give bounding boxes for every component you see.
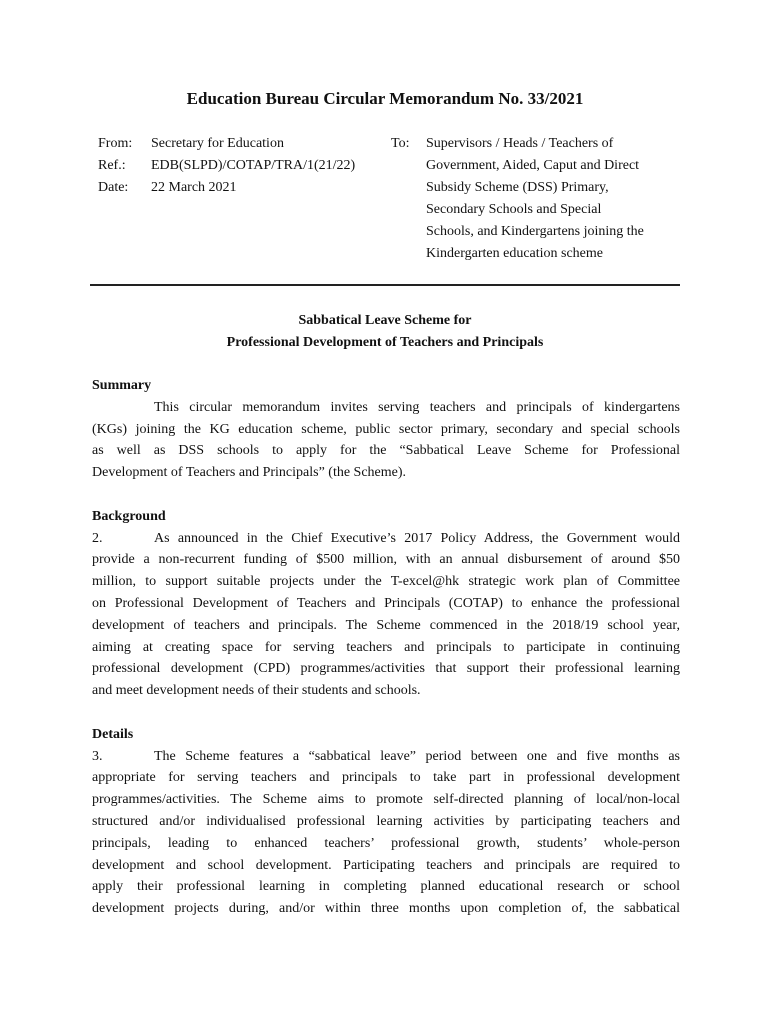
details-line: programmes/activities. The Scheme aims to promote self-directed planning of local/non-local: [92, 792, 680, 808]
to-label: To:: [391, 136, 410, 151]
background-line: As announced in the Chief Executive’s 2017 Policy Address, the Government would: [154, 530, 680, 546]
summary-line: Development of Teachers and Principals” (the Scheme).: [92, 465, 407, 481]
details-line: development projects during, and/or within three months upon completion of, the sabbatical: [92, 901, 680, 917]
details-line: apply their professional learning in completing planned educational research or school: [92, 879, 680, 895]
details-line: principals, leading to enhanced teachers’ professional growth, students’ whole-person: [92, 835, 680, 851]
recipients-list: [426, 133, 644, 265]
ref-label: Ref.:: [98, 158, 126, 173]
summary-line: as well as DSS schools to apply for the “Sabbatical Leave Scheme for Professional: [92, 443, 680, 459]
background-line: aiming at creating space for serving teachers and principals to participate in continuing: [92, 639, 680, 655]
subject-heading: [0, 310, 770, 354]
recipient-line: Schools, and Kindergartens joining the: [426, 224, 644, 239]
recipient-line: Supervisors / Heads / Teachers of: [426, 136, 614, 151]
subject-line-1: Sabbatical Leave Scheme for: [298, 313, 472, 328]
summary-heading: Summary: [92, 378, 152, 393]
ref-row: [98, 155, 355, 177]
background-first-line: [92, 528, 680, 550]
summary-line: This circular memorandum invites serving teachers and principals of kindergartens: [154, 399, 680, 415]
recipients-block: [391, 133, 644, 265]
background-line: and meet development needs of their students and schools.: [92, 683, 421, 699]
from-value: Secretary for Education: [151, 136, 284, 151]
paragraph-number: 3.: [92, 748, 103, 764]
recipient-line: Government, Aided, Caput and Direct: [426, 158, 640, 173]
background-line: million, to support suitable projects under the T-excel@hk strategic work plan of Committee: [92, 574, 680, 590]
background-heading: Background: [92, 508, 166, 524]
background-line: professional development (CPD) programmes/activities that support their professional learning: [92, 661, 680, 677]
circular-title: Education Bureau Circular Memorandum No. 33/2021: [186, 89, 584, 108]
details-line: development and school development. Participating teachers and principals are required to: [92, 857, 680, 873]
recipient-line: Subsidy Scheme (DSS) Primary,: [426, 180, 609, 195]
memo-body: [92, 375, 680, 920]
recipient-line: Secondary Schools and Special: [426, 202, 602, 217]
date-value: 22 March 2021: [151, 180, 237, 195]
paragraph-gap: [92, 702, 680, 724]
details-line: The Scheme features a “sabbatical leave” period between one and five months as: [154, 748, 680, 764]
details-first-line: [92, 746, 680, 768]
background-line: on Professional Development of Teachers and Principals (COTAP) to enhance the professional: [92, 595, 680, 611]
ref-value: EDB(SLPD)/COTAP/TRA/1(21/22): [151, 158, 356, 173]
details-line: appropriate for serving teachers and principals to take part in professional development: [92, 770, 680, 786]
paragraph-number: 2.: [92, 530, 103, 546]
subject-line-2: Professional Development of Teachers and Principals: [226, 335, 544, 350]
from-row: [98, 133, 355, 155]
date-label: Date:: [98, 180, 129, 195]
background-line: development of teachers and principals. The Scheme commenced in the 2018/19 school year,: [92, 617, 680, 633]
background-line: provide a non-recurrent funding of $500 million, with an annual disbursement of around $50: [92, 552, 680, 568]
from-label: From:: [98, 136, 133, 151]
paragraph-gap: [92, 484, 680, 506]
details-heading: Details: [92, 726, 134, 742]
details-line: structured and/or individualised professional learning activities by participating teachers and: [92, 813, 680, 829]
memo-meta: [98, 133, 355, 199]
summary-line: (KGs) joining the KG education scheme, public sector primary, secondary and special schools: [92, 421, 680, 437]
header-divider: [90, 284, 680, 286]
recipient-line: Kindergarten education scheme: [426, 246, 604, 261]
date-row: [98, 177, 355, 199]
